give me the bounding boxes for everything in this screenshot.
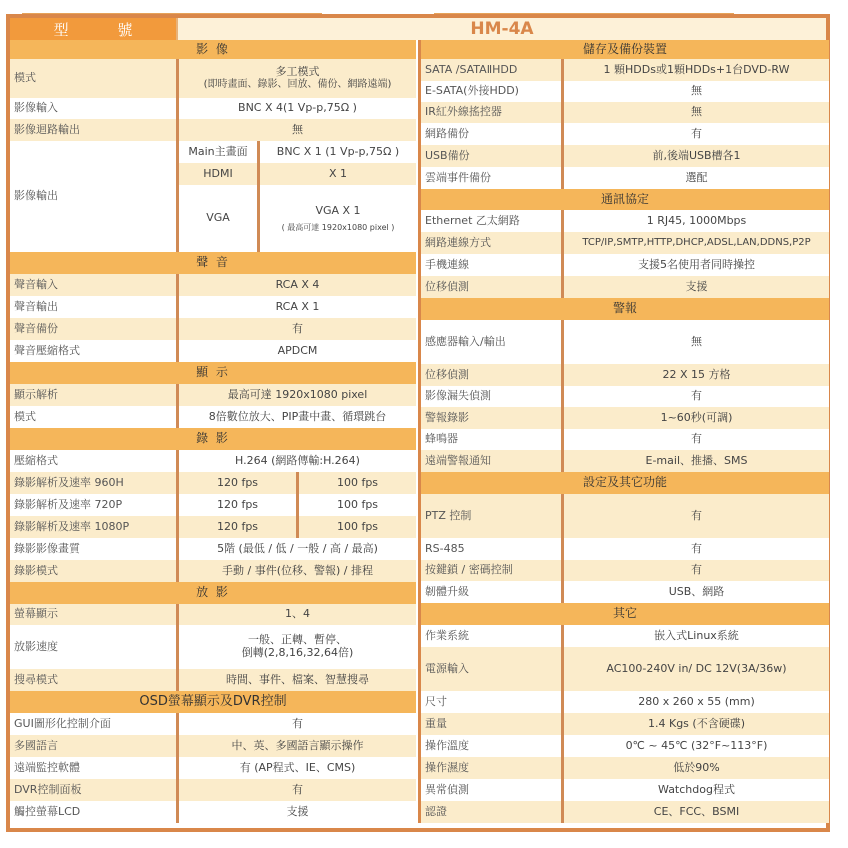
- spec-label: 影像漏失偵測: [425, 389, 491, 403]
- spec-row: [421, 801, 829, 823]
- spec-row: [10, 560, 416, 582]
- spec-value: 嵌入式Linux系統: [561, 625, 829, 647]
- spec-value: 有: [561, 560, 829, 581]
- spec-value: 有: [561, 386, 829, 407]
- spec-value: 前,後端USB槽各1: [561, 145, 829, 167]
- section-osd: OSD螢幕顯示及DVR控制: [10, 691, 416, 713]
- sub-value-note: ( 最高可達 1920x1080 pixel ): [281, 223, 395, 233]
- spec-value: 無: [561, 102, 829, 123]
- left-column: [10, 40, 416, 823]
- spec-value: [176, 59, 416, 98]
- right-column: [418, 40, 829, 823]
- spec-value-line: 多工模式: [275, 65, 320, 79]
- spec-label: 按鍵鎖 / 密碼控制: [425, 563, 513, 577]
- spec-row: [421, 102, 829, 123]
- spec-label: 錄影解析及速率 960H: [14, 475, 124, 489]
- rate-split: [176, 494, 416, 516]
- section-storage: 儲存及備份裝置: [421, 40, 829, 59]
- spec-row: [421, 713, 829, 735]
- spec-label: 影像迴路輸出: [14, 122, 80, 136]
- sub-value-line: VGA X 1: [315, 203, 361, 217]
- spec-label: 模式: [14, 409, 36, 423]
- spec-row: [10, 384, 416, 406]
- spec-value: 無: [561, 81, 829, 102]
- spec-row: [10, 669, 416, 691]
- spec-label: 聲音壓縮格式: [14, 343, 80, 357]
- spec-value: 低於90%: [561, 757, 829, 779]
- spec-label: 手機連線: [425, 257, 469, 271]
- spec-value: 時間、事件、檔案、智慧搜尋: [176, 669, 416, 691]
- spec-row-video-output: [10, 141, 416, 252]
- spec-row: [421, 254, 829, 276]
- spec-label: RS-485: [425, 541, 465, 555]
- spec-row: [421, 560, 829, 581]
- spec-row: [10, 450, 416, 472]
- spec-label: SATA /SATAⅡHDD: [425, 62, 518, 76]
- spec-value: 無: [561, 320, 829, 364]
- spec-value: 5階 (最低 / 低 / 一般 / 高 / 最高): [176, 538, 416, 560]
- spec-value: 280 x 260 x 55 (mm): [561, 691, 829, 713]
- spec-label: 異常偵測: [425, 782, 469, 796]
- spec-row: [421, 123, 829, 145]
- spec-label: 網路備份: [425, 126, 469, 140]
- spec-label: 影像輸出: [14, 189, 58, 203]
- spec-label: 位移偵測: [425, 279, 469, 293]
- spec-label: 錄影影像畫質: [14, 541, 80, 555]
- rate-a: 120 fps: [216, 519, 259, 533]
- spec-label: 電源輸入: [425, 661, 469, 675]
- spec-label: 錄影解析及速率 720P: [14, 497, 123, 511]
- spec-value: 22 X 15 方格: [561, 364, 829, 386]
- model-label: 型 號: [10, 18, 176, 40]
- spec-label: 網路連線方式: [425, 235, 491, 249]
- spec-row: [421, 647, 829, 691]
- section-other: 其它: [421, 603, 829, 625]
- spec-row: [421, 81, 829, 102]
- spec-label: 模式: [14, 71, 36, 85]
- spec-row: [421, 276, 829, 298]
- spec-label: E-SATA(外接HDD): [425, 84, 519, 98]
- spec-value: 支援: [176, 801, 416, 823]
- spec-value: 0℃ ~ 45℃ (32°F~113°F): [561, 735, 829, 757]
- spec-value: CE、FCC、BSMI: [561, 801, 829, 823]
- spec-value: 有: [561, 123, 829, 145]
- spec-value: 中、英、多國語言顯示操作: [176, 735, 416, 757]
- spec-value: RCA X 4: [176, 274, 416, 296]
- spec-label: 錄影模式: [14, 563, 58, 577]
- section-alarm: 警報: [421, 298, 829, 320]
- spec-label: 感應器輸入/輸出: [425, 334, 506, 348]
- spec-row: [10, 779, 416, 801]
- spec-row: [10, 735, 416, 757]
- spec-label: 顯示解析: [14, 387, 58, 401]
- sub-row: [179, 141, 416, 163]
- sub-value: BNC X 1 (1 Vp-p,75Ω ): [257, 141, 416, 163]
- rate-b: 100 fps: [296, 494, 416, 516]
- video-output-grid: [176, 141, 416, 252]
- sub-row: [179, 185, 416, 252]
- spec-value-line: 一般、正轉、暫停、: [248, 633, 347, 647]
- spec-value: 最高可達 1920x1080 pixel: [176, 384, 416, 406]
- spec-label: PTZ 控制: [425, 508, 472, 522]
- spec-row-rate: [10, 494, 416, 516]
- spec-value: Watchdog程式: [561, 779, 829, 801]
- spec-label: 放影速度: [14, 639, 58, 653]
- spec-row: [421, 145, 829, 167]
- spec-label: DVR控制面板: [14, 782, 82, 796]
- spec-row: [421, 386, 829, 407]
- spec-value: 手動 / 事件(位移、警報) / 排程: [176, 560, 416, 582]
- spec-value: USB、網路: [561, 581, 829, 603]
- spec-row: [421, 210, 829, 232]
- spec-row: [10, 119, 416, 141]
- sub-key: Main主畫面: [188, 144, 248, 158]
- spec-label: 韌體升級: [425, 584, 469, 598]
- spec-value: BNC X 4(1 Vp-p,75Ω ): [176, 98, 416, 119]
- spec-value: 1.4 Kgs (不含硬碟): [561, 713, 829, 735]
- spec-row: [421, 581, 829, 603]
- spec-label: 操作濕度: [425, 760, 469, 774]
- section-display: 顯 示: [10, 362, 416, 384]
- spec-label: 遠端警報通知: [425, 453, 491, 467]
- spec-label: 聲音輸入: [14, 277, 58, 291]
- model-value: HM-4A: [176, 18, 826, 40]
- spec-row: [10, 318, 416, 340]
- spec-value: E-mail、推播、SMS: [561, 450, 829, 472]
- spec-value: 選配: [561, 167, 829, 189]
- rate-split: [176, 516, 416, 538]
- spec-value: 有: [561, 429, 829, 450]
- spec-label: 認證: [425, 804, 447, 818]
- spec-value: 有: [176, 713, 416, 735]
- model-header: [10, 18, 826, 40]
- spec-value: 1 顆HDDs或1顆HDDs+1台DVD-RW: [561, 59, 829, 81]
- spec-row-rate: [10, 516, 416, 538]
- section-video: 影 像: [10, 40, 416, 59]
- spec-row: [421, 232, 829, 254]
- spec-value: 無: [176, 119, 416, 141]
- spec-row: [10, 296, 416, 318]
- spec-label: 螢幕顯示: [14, 607, 58, 621]
- spec-row: [421, 59, 829, 81]
- sub-value: X 1: [257, 163, 416, 185]
- spec-row: [10, 757, 416, 779]
- spec-value: APDCM: [176, 340, 416, 362]
- spec-label: 警報錄影: [425, 410, 469, 424]
- spec-value: 支援5名使用者同時操控: [561, 254, 829, 276]
- rate-a: 120 fps: [216, 497, 259, 511]
- spec-value: 1~60秒(可調): [561, 407, 829, 429]
- section-audio: 聲 音: [10, 252, 416, 274]
- spec-label: 影像輸入: [14, 101, 58, 115]
- spec-row: [10, 713, 416, 735]
- spec-label: 尺寸: [425, 694, 447, 708]
- sub-value: [257, 185, 416, 252]
- spec-value: 有 (AP程式、IE、CMS): [176, 757, 416, 779]
- spec-label: IR紅外線搖控器: [425, 105, 502, 119]
- spec-value: 有: [176, 318, 416, 340]
- spec-label: 壓縮格式: [14, 453, 58, 467]
- rate-b: 100 fps: [296, 516, 416, 538]
- spec-value-line: 倒轉(2,8,16,32,64倍): [241, 646, 354, 659]
- spec-row: [421, 691, 829, 713]
- spec-label: GUI圖形化控制介面: [14, 716, 111, 730]
- sub-row: [179, 163, 416, 185]
- spec-row: [10, 59, 416, 98]
- section-record: 錄 影: [10, 428, 416, 450]
- spec-label: 重量: [425, 716, 447, 730]
- spec-label: 聲音備份: [14, 321, 58, 335]
- spec-row: [421, 538, 829, 560]
- spec-value-line: (即時畫面、錄影、回放、備份、網路遠端): [203, 79, 392, 91]
- rate-b: 100 fps: [296, 472, 416, 494]
- spec-label: Ethernet 乙太網路: [425, 213, 520, 227]
- spec-row: [10, 538, 416, 560]
- spec-value: TCP/IP,SMTP,HTTP,DHCP,ADSL,LAN,DDNS,P2P: [561, 232, 829, 254]
- section-playback: 放 影: [10, 582, 416, 604]
- spec-value: H.264 (網路傳輸:H.264): [176, 450, 416, 472]
- spec-value: RCA X 1: [176, 296, 416, 318]
- spec-value: 支援: [561, 276, 829, 298]
- spec-row: [421, 167, 829, 189]
- spec-label: 錄影解析及速率 1080P: [14, 519, 130, 533]
- spec-label: 聲音輸出: [14, 299, 58, 313]
- spec-label: 蜂鳴器: [425, 432, 458, 446]
- spec-row: [421, 779, 829, 801]
- spec-row: [10, 604, 416, 625]
- spec-sheet: [6, 14, 830, 832]
- spec-row: [421, 735, 829, 757]
- spec-row: [10, 98, 416, 119]
- spec-label: 遠端監控軟體: [14, 760, 80, 774]
- spec-row: [421, 757, 829, 779]
- spec-label: 搜尋模式: [14, 672, 58, 686]
- spec-row: [421, 364, 829, 386]
- spec-value: 有: [176, 779, 416, 801]
- sub-key: VGA: [206, 211, 230, 225]
- spec-row: [10, 801, 416, 823]
- spec-row: [421, 407, 829, 429]
- spec-row: [421, 625, 829, 647]
- spec-row: [10, 406, 416, 428]
- spec-label: 多國語言: [14, 738, 58, 752]
- spec-row: [421, 494, 829, 538]
- rate-a: 120 fps: [216, 475, 259, 489]
- spec-row: [421, 320, 829, 364]
- spec-value: AC100-240V in/ DC 12V(3A/36w): [561, 647, 829, 691]
- spec-row-rate: [10, 472, 416, 494]
- spec-row: [10, 340, 416, 362]
- spec-value: 有: [561, 538, 829, 560]
- spec-label: 位移偵測: [425, 367, 469, 381]
- spec-value: 有: [561, 494, 829, 538]
- spec-label: USB備份: [425, 148, 470, 162]
- spec-label: 作業系統: [425, 628, 469, 642]
- section-network: 通訊協定: [421, 189, 829, 210]
- rate-split: [176, 472, 416, 494]
- sub-key: HDMI: [203, 166, 233, 180]
- section-settings: 設定及其它功能: [421, 472, 829, 494]
- spec-value: 1 RJ45, 1000Mbps: [561, 210, 829, 232]
- spec-value: 8倍數位放大、PIP畫中畫、循環跳台: [176, 406, 416, 428]
- spec-label: 操作溫度: [425, 738, 469, 752]
- spec-label: 雲端事件備份: [425, 170, 491, 184]
- spec-label: 觸控螢幕LCD: [14, 804, 81, 818]
- spec-row: [10, 274, 416, 296]
- spec-value: [176, 625, 416, 669]
- spec-row: [421, 450, 829, 472]
- spec-value: 1、4: [176, 604, 416, 625]
- spec-row: [10, 625, 416, 669]
- spec-row: [421, 429, 829, 450]
